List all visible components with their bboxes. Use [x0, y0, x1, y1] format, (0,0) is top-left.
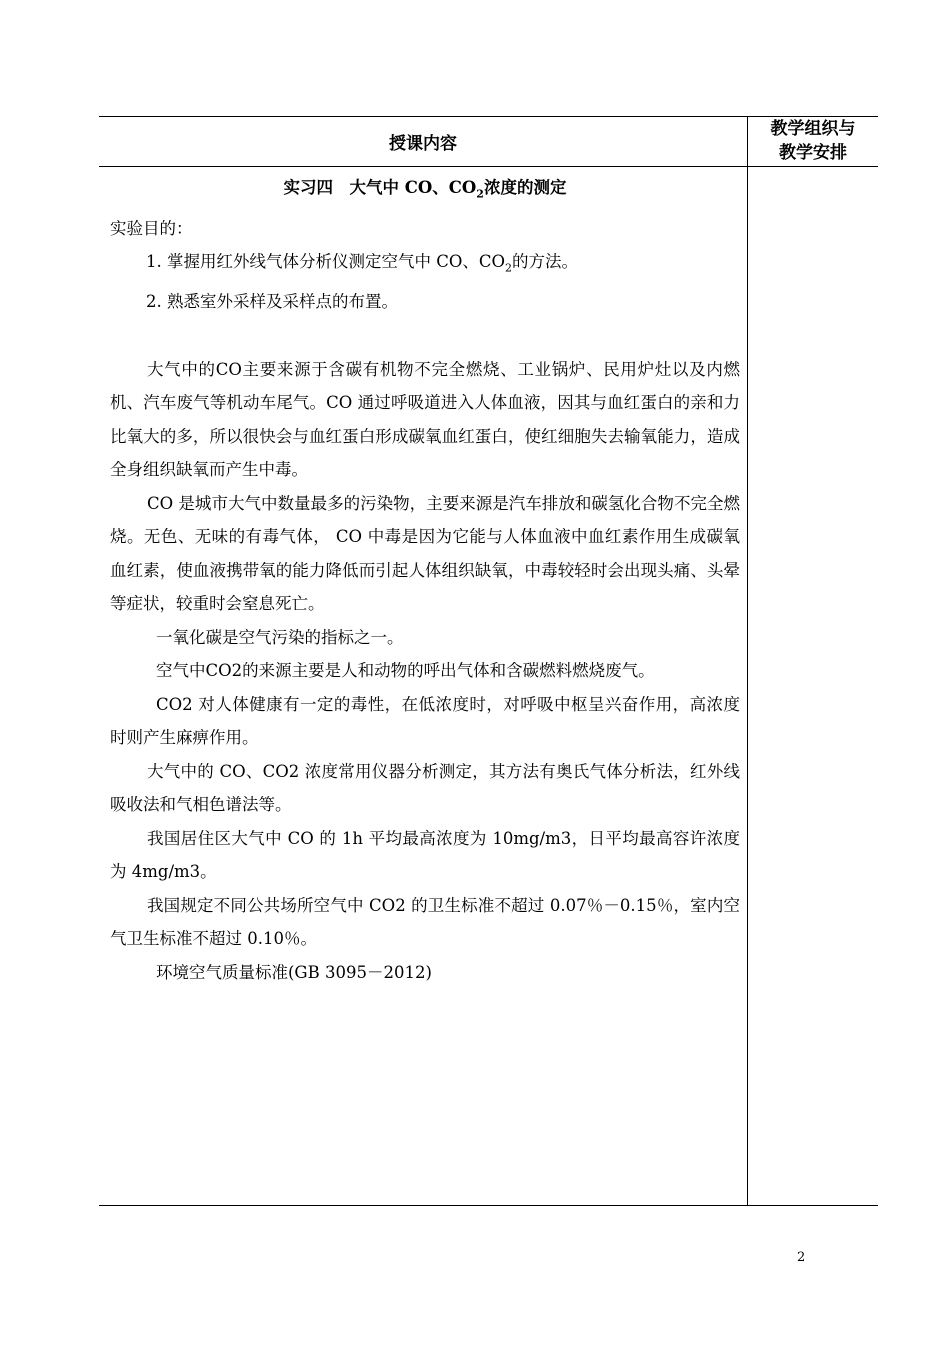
paragraph-co-pollutant: CO 是城市大气中数量最多的污染物，主要来源是汽车排放和碳氢化合物不完全燃烧。无色、无味的有毒气体， CO 中毒是因为它能与人体血液中血红素作用生成碳氧血红素，使血液携带氧的能力降低而引起人体组织缺氧，中毒较轻时会出现头痛、头晕等症状，较重时会窒息死亡。: [110, 493, 740, 614]
objective-item-2: 2. 熟悉室外采样及采样点的布置。: [146, 291, 398, 311]
header-teaching-arrangement: [748, 116, 878, 166]
title-text: 实习四 大气中 CO、CO: [283, 178, 477, 197]
title-suffix: 浓度的测定: [483, 178, 567, 197]
page-number: 2: [797, 1250, 806, 1265]
paragraph-co-standard: 我国居住区大气中 CO 的 1h 平均最高浓度为 10mg/m3，日平均最高容许浓度为 4mg/m3。: [110, 828, 740, 882]
column-divider: [747, 116, 748, 1206]
paragraph-co2-health: CO2 对人体健康有一定的毒性，在低浓度时，对呼吸中枢呈兴奋作用，高浓度时则产生麻痹作用。: [110, 694, 740, 748]
table-bottom-border: [99, 1205, 878, 1206]
header-side-line2: 教学安排: [779, 143, 847, 163]
objective-1-subscript: 2: [505, 261, 513, 275]
spacer: [110, 318, 740, 353]
lesson-table: [99, 116, 878, 1206]
header-divider: [99, 166, 878, 167]
paragraph-measurement-methods: 大气中的 CO、CO2 浓度常用仪器分析测定，其方法有奥氏气体分析法，红外线吸收法和气相色谱法等。: [110, 761, 740, 815]
paragraph-air-quality-standard: 环境空气质量标准(GB 3095－2012): [156, 962, 432, 982]
paragraph-co2-sources: 空气中CO2的来源主要是人和动物的呼出气体和含碳燃料燃烧废气。: [156, 661, 655, 681]
objective-item-1: [110, 245, 740, 284]
objective-label: 实验目的：: [110, 219, 193, 239]
lesson-title: [110, 174, 740, 208]
objective-1-text: 1. 掌握用红外线气体分析仪测定空气中 CO、CO: [146, 252, 506, 272]
header-teaching-content: 授课内容: [389, 133, 457, 154]
paragraph-co-sources: 大气中的CO主要来源于含碳有机物不完全燃烧、工业锅炉、民用炉灶以及内燃机、汽车废气等机动车尾气。CO 通过呼吸道进入人体血液，因其与血红蛋白的亲和力比氧大的多，所以很快会与血红蛋白形成碳氧血红蛋白，使红细胞失去输氧能力，造成全身组织缺氧而产生中毒。: [110, 359, 740, 480]
lesson-content: [110, 174, 740, 989]
objective-1-suffix: 的方法。: [512, 252, 579, 272]
paragraph-co-indicator: 一氧化碳是空气污染的指标之一。: [156, 627, 404, 647]
paragraph-co2-standard: 我国规定不同公共场所空气中 CO2 的卫生标准不超过 0.07％－0.15％，室内空气卫生标准不超过 0.10％。: [110, 895, 740, 949]
title-subscript: 2: [476, 187, 484, 201]
header-side-line1: 教学组织与: [770, 119, 856, 139]
